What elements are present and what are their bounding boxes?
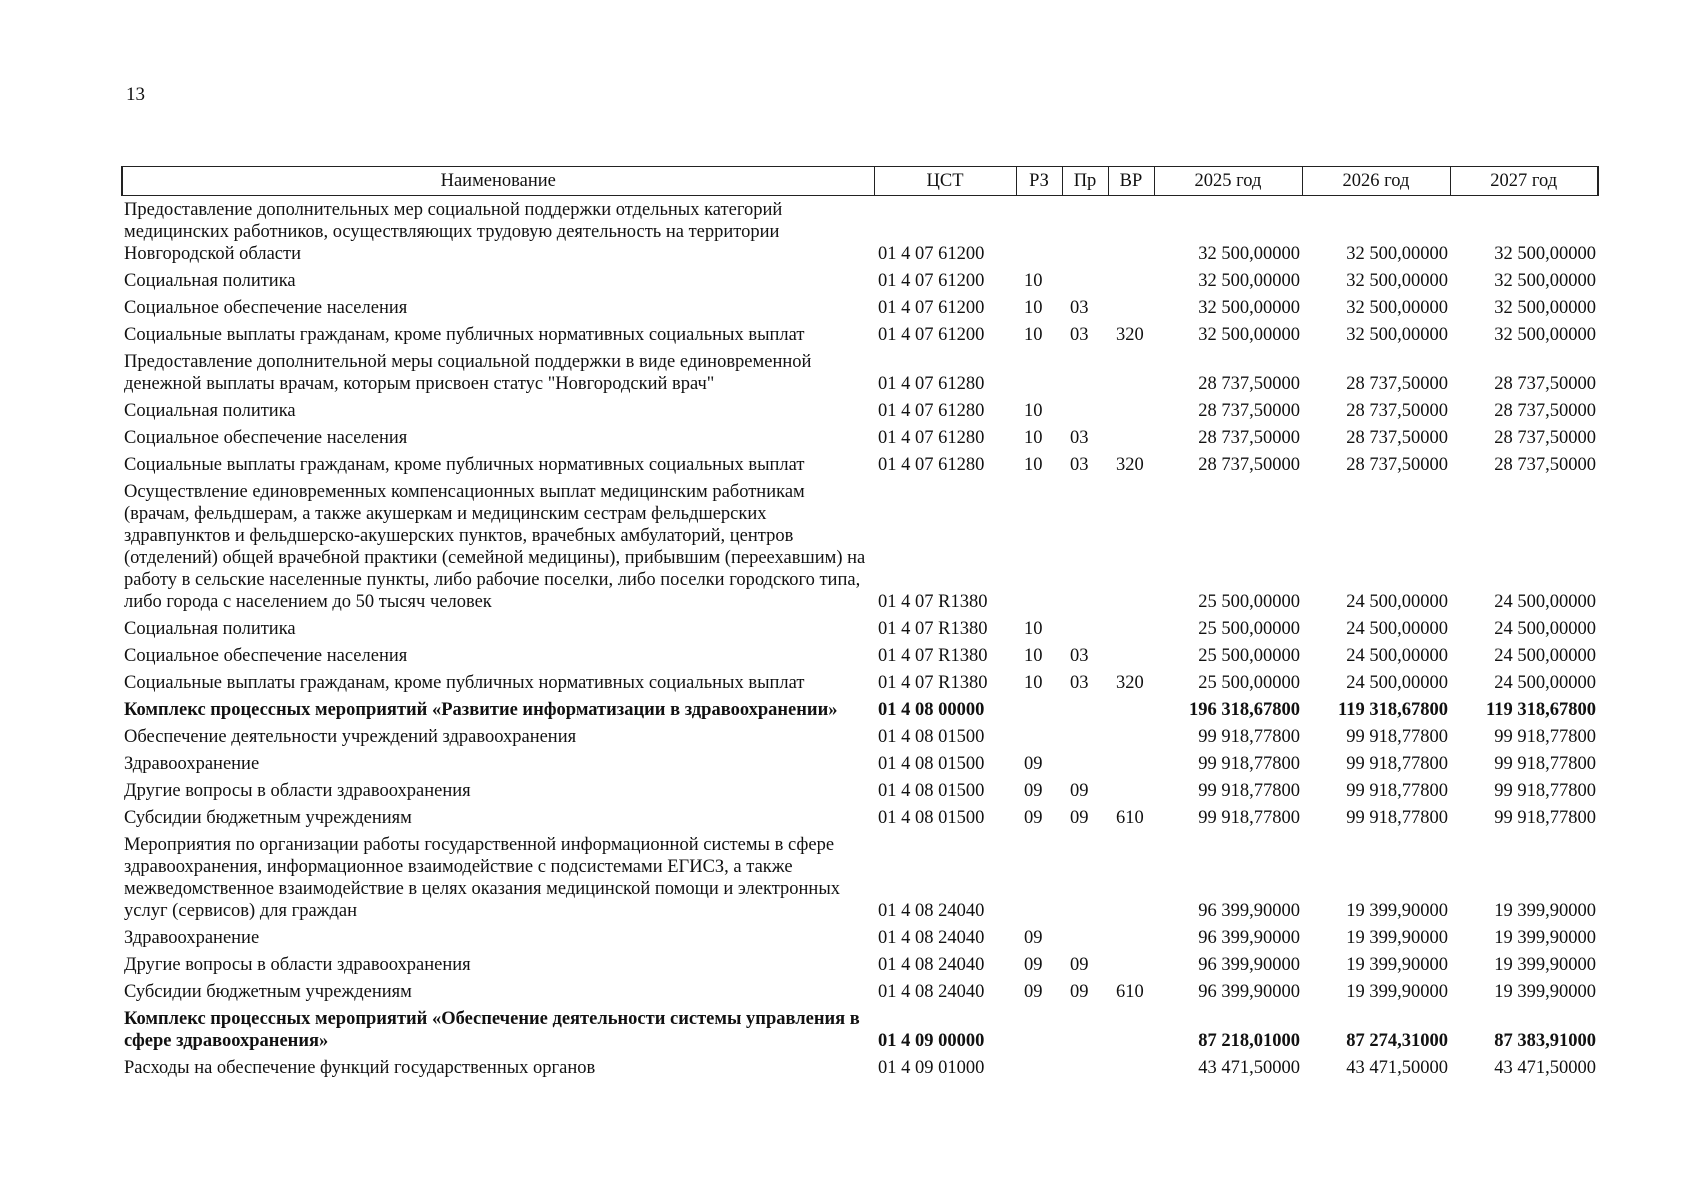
cell-2026: 28 737,50000 xyxy=(1346,428,1448,448)
cell-2025: 96 399,90000 xyxy=(1198,901,1300,921)
cell-2026: 24 500,00000 xyxy=(1346,673,1448,693)
cell-vr: 320 xyxy=(1116,673,1144,693)
cell-2026: 28 737,50000 xyxy=(1346,401,1448,421)
cell-pr xyxy=(1062,267,1108,294)
table-row xyxy=(122,1005,1598,1054)
cell-2026: 32 500,00000 xyxy=(1346,298,1448,318)
table-row xyxy=(122,831,1598,924)
budget-table xyxy=(121,166,1599,1081)
table-row xyxy=(122,321,1598,348)
cell-name: Социальная политика xyxy=(124,271,296,291)
cell-name: Социальное обеспечение населения xyxy=(124,428,408,448)
cell-name: Социальное обеспечение населения xyxy=(124,298,408,318)
table-row xyxy=(122,777,1598,804)
cell-2027: 24 500,00000 xyxy=(1494,619,1596,639)
cell-vr xyxy=(1108,424,1154,451)
page-number: 13 xyxy=(126,84,145,105)
cell-2025: 196 318,67800 xyxy=(1189,700,1300,720)
cell-rz: 09 xyxy=(1024,982,1043,1002)
cell-vr: 320 xyxy=(1116,325,1144,345)
cell-rz: 09 xyxy=(1024,754,1043,774)
header-name: Наименование xyxy=(122,167,874,196)
cell-pr xyxy=(1062,615,1108,642)
cell-2027: 119 318,67800 xyxy=(1486,700,1596,720)
cell-vr xyxy=(1108,951,1154,978)
cell-cst: 01 4 08 24040 xyxy=(878,955,985,975)
cell-2025: 87 218,01000 xyxy=(1198,1031,1300,1051)
cell-cst: 01 4 07 61280 xyxy=(878,374,985,394)
cell-vr xyxy=(1108,1005,1154,1054)
cell-cst: 01 4 07 61280 xyxy=(878,401,985,421)
cell-pr: 03 xyxy=(1070,455,1089,475)
cell-2027: 99 918,77800 xyxy=(1494,727,1596,747)
cell-2026: 32 500,00000 xyxy=(1346,325,1448,345)
cell-cst: 01 4 07 R1380 xyxy=(878,592,988,612)
cell-vr xyxy=(1108,777,1154,804)
table-row xyxy=(122,294,1598,321)
cell-2026: 24 500,00000 xyxy=(1346,592,1448,612)
table-body xyxy=(122,196,1598,1082)
cell-cst: 01 4 07 61280 xyxy=(878,455,985,475)
cell-2025: 25 500,00000 xyxy=(1198,592,1300,612)
cell-2025: 43 471,50000 xyxy=(1198,1058,1300,1078)
cell-rz xyxy=(1016,196,1062,268)
cell-vr xyxy=(1108,397,1154,424)
cell-vr xyxy=(1108,723,1154,750)
table-row xyxy=(122,804,1598,831)
cell-2026: 99 918,77800 xyxy=(1346,727,1448,747)
cell-2027: 28 737,50000 xyxy=(1494,455,1596,475)
cell-2025: 28 737,50000 xyxy=(1198,401,1300,421)
cell-vr: 610 xyxy=(1116,808,1144,828)
cell-cst: 01 4 07 61200 xyxy=(878,271,985,291)
cell-pr: 09 xyxy=(1070,808,1089,828)
table-row xyxy=(122,951,1598,978)
cell-2027: 99 918,77800 xyxy=(1494,781,1596,801)
cell-2025: 28 737,50000 xyxy=(1198,374,1300,394)
cell-cst: 01 4 07 61280 xyxy=(878,428,985,448)
cell-rz xyxy=(1016,348,1062,397)
cell-2025: 32 500,00000 xyxy=(1198,271,1300,291)
cell-rz xyxy=(1016,831,1062,924)
table-row xyxy=(122,424,1598,451)
cell-2027: 24 500,00000 xyxy=(1494,592,1596,612)
cell-vr xyxy=(1108,1054,1154,1081)
cell-2027: 24 500,00000 xyxy=(1494,673,1596,693)
cell-2026: 28 737,50000 xyxy=(1346,455,1448,475)
cell-2025: 99 918,77800 xyxy=(1198,754,1300,774)
cell-pr xyxy=(1062,1054,1108,1081)
cell-name: Субсидии бюджетным учреждениям xyxy=(124,982,412,1002)
cell-rz: 10 xyxy=(1024,401,1043,421)
cell-2026: 119 318,67800 xyxy=(1338,700,1448,720)
cell-2025: 32 500,00000 xyxy=(1198,298,1300,318)
cell-2026: 43 471,50000 xyxy=(1346,1058,1448,1078)
cell-name: Здравоохранение xyxy=(124,754,260,774)
table-header xyxy=(122,167,1598,196)
cell-cst: 01 4 08 01500 xyxy=(878,781,985,801)
table-row xyxy=(122,615,1598,642)
cell-cst: 01 4 08 24040 xyxy=(878,901,985,921)
table-row xyxy=(122,1054,1598,1081)
cell-name: Социальные выплаты гражданам, кроме публичных нормативных социальных выплат xyxy=(124,673,805,693)
cell-cst: 01 4 07 R1380 xyxy=(878,646,988,666)
cell-2027: 28 737,50000 xyxy=(1494,374,1596,394)
cell-rz xyxy=(1016,723,1062,750)
cell-2027: 19 399,90000 xyxy=(1494,928,1596,948)
cell-vr xyxy=(1108,615,1154,642)
cell-2026: 32 500,00000 xyxy=(1346,244,1448,264)
cell-pr: 09 xyxy=(1070,982,1089,1002)
cell-rz: 10 xyxy=(1024,298,1043,318)
cell-cst: 01 4 07 R1380 xyxy=(878,619,988,639)
cell-vr: 610 xyxy=(1116,982,1144,1002)
cell-2027: 19 399,90000 xyxy=(1494,955,1596,975)
cell-2025: 32 500,00000 xyxy=(1198,244,1300,264)
cell-2027: 28 737,50000 xyxy=(1494,428,1596,448)
cell-vr xyxy=(1108,294,1154,321)
cell-vr xyxy=(1108,348,1154,397)
cell-pr: 03 xyxy=(1070,298,1089,318)
header-vr: ВР xyxy=(1108,167,1154,196)
table-row xyxy=(122,750,1598,777)
cell-pr xyxy=(1062,696,1108,723)
cell-2027: 99 918,77800 xyxy=(1494,754,1596,774)
cell-pr: 03 xyxy=(1070,428,1089,448)
cell-rz: 10 xyxy=(1024,428,1043,448)
cell-name: Расходы на обеспечение функций государственных органов xyxy=(124,1058,596,1078)
cell-vr xyxy=(1108,267,1154,294)
cell-name: Обеспечение деятельности учреждений здравоохранения xyxy=(124,727,577,747)
cell-2025: 25 500,00000 xyxy=(1198,646,1300,666)
cell-rz xyxy=(1016,478,1062,615)
cell-name: Субсидии бюджетным учреждениям xyxy=(124,808,412,828)
cell-name: Комплекс процессных мероприятий «Обеспечение деятельности системы управления в сфере здравоохранения» xyxy=(124,1009,860,1051)
cell-cst: 01 4 08 01500 xyxy=(878,727,985,747)
table-row xyxy=(122,267,1598,294)
header-2025: 2025 год xyxy=(1154,167,1302,196)
cell-vr xyxy=(1108,924,1154,951)
cell-2025: 25 500,00000 xyxy=(1198,619,1300,639)
table-row xyxy=(122,696,1598,723)
cell-2026: 99 918,77800 xyxy=(1346,781,1448,801)
header-cst: ЦСТ xyxy=(874,167,1016,196)
cell-vr: 320 xyxy=(1116,455,1144,475)
cell-vr xyxy=(1108,750,1154,777)
table-row xyxy=(122,642,1598,669)
table-row xyxy=(122,196,1598,268)
cell-2025: 32 500,00000 xyxy=(1198,325,1300,345)
cell-pr: 03 xyxy=(1070,325,1089,345)
header-rz: РЗ xyxy=(1016,167,1062,196)
cell-vr xyxy=(1108,478,1154,615)
header-pr: Пр xyxy=(1062,167,1108,196)
cell-rz: 10 xyxy=(1024,646,1043,666)
cell-2025: 99 918,77800 xyxy=(1198,727,1300,747)
cell-2025: 96 399,90000 xyxy=(1198,982,1300,1002)
cell-pr: 09 xyxy=(1070,781,1089,801)
cell-2027: 99 918,77800 xyxy=(1494,808,1596,828)
cell-cst: 01 4 07 61200 xyxy=(878,325,985,345)
table-row xyxy=(122,723,1598,750)
cell-vr xyxy=(1108,696,1154,723)
cell-rz: 09 xyxy=(1024,808,1043,828)
cell-name: Предоставление дополнительной меры социальной поддержки в виде единовременной денежной выплаты врачам, которым присвоен статус "Новгородский врач" xyxy=(124,352,812,394)
cell-name: Социальная политика xyxy=(124,619,296,639)
cell-2026: 87 274,31000 xyxy=(1346,1031,1448,1051)
cell-rz: 10 xyxy=(1024,271,1043,291)
cell-pr xyxy=(1062,723,1108,750)
cell-rz: 10 xyxy=(1024,673,1043,693)
cell-2027: 24 500,00000 xyxy=(1494,646,1596,666)
cell-rz: 09 xyxy=(1024,955,1043,975)
cell-2027: 32 500,00000 xyxy=(1494,325,1596,345)
header-row xyxy=(122,167,1598,196)
cell-2026: 28 737,50000 xyxy=(1346,374,1448,394)
cell-pr: 09 xyxy=(1070,955,1089,975)
cell-2027: 19 399,90000 xyxy=(1494,901,1596,921)
cell-rz xyxy=(1016,696,1062,723)
cell-2026: 19 399,90000 xyxy=(1346,901,1448,921)
cell-2025: 96 399,90000 xyxy=(1198,955,1300,975)
cell-cst: 01 4 08 24040 xyxy=(878,982,985,1002)
cell-2027: 43 471,50000 xyxy=(1494,1058,1596,1078)
table-row xyxy=(122,397,1598,424)
cell-name: Осуществление единовременных компенсационных выплат медицинским работникам (врачам, фельдшерам, а также акушеркам и медицинским сестрам фельдшерских здравпунктов и фельдшерско-акушерских пунктов, врачебных амбулаторий, центров (отделений) общей врачебной практики (семейной медицины), прибывшим (переехавшим) на работу в сельские населенные пункты, либо рабочие поселки, либо поселки городского типа, либо города с населением до 50 тысяч человек xyxy=(124,482,866,612)
cell-2027: 32 500,00000 xyxy=(1494,271,1596,291)
cell-name: Социальная политика xyxy=(124,401,296,421)
cell-2026: 99 918,77800 xyxy=(1346,808,1448,828)
cell-name: Социальное обеспечение населения xyxy=(124,646,408,666)
cell-name: Комплекс процессных мероприятий «Развитие информатизации в здравоохранении» xyxy=(124,700,838,720)
cell-pr xyxy=(1062,478,1108,615)
cell-pr xyxy=(1062,348,1108,397)
cell-pr xyxy=(1062,196,1108,268)
cell-name: Другие вопросы в области здравоохранения xyxy=(124,955,471,975)
cell-2025: 28 737,50000 xyxy=(1198,455,1300,475)
cell-vr xyxy=(1108,831,1154,924)
cell-rz: 10 xyxy=(1024,619,1043,639)
cell-pr xyxy=(1062,397,1108,424)
cell-pr xyxy=(1062,831,1108,924)
cell-cst: 01 4 09 00000 xyxy=(878,1031,985,1051)
table-row xyxy=(122,924,1598,951)
cell-rz: 10 xyxy=(1024,325,1043,345)
cell-rz: 09 xyxy=(1024,781,1043,801)
cell-2026: 19 399,90000 xyxy=(1346,982,1448,1002)
table-row xyxy=(122,451,1598,478)
cell-name: Здравоохранение xyxy=(124,928,260,948)
cell-2025: 28 737,50000 xyxy=(1198,428,1300,448)
cell-2026: 19 399,90000 xyxy=(1346,928,1448,948)
cell-cst: 01 4 09 01000 xyxy=(878,1058,985,1078)
cell-name: Другие вопросы в области здравоохранения xyxy=(124,781,471,801)
cell-2026: 32 500,00000 xyxy=(1346,271,1448,291)
cell-2026: 99 918,77800 xyxy=(1346,754,1448,774)
table-row xyxy=(122,978,1598,1005)
table-row xyxy=(122,478,1598,615)
cell-cst: 01 4 07 61200 xyxy=(878,298,985,318)
cell-name: Предоставление дополнительных мер социальной поддержки отдельных категорий медицинских работников, осуществляющих трудовую деятельность на территории Новгородской области xyxy=(124,200,783,264)
cell-2027: 28 737,50000 xyxy=(1494,401,1596,421)
cell-2026: 19 399,90000 xyxy=(1346,955,1448,975)
cell-name: Социальные выплаты гражданам, кроме публичных нормативных социальных выплат xyxy=(124,455,805,475)
cell-2025: 99 918,77800 xyxy=(1198,808,1300,828)
cell-rz: 09 xyxy=(1024,928,1043,948)
cell-2027: 19 399,90000 xyxy=(1494,982,1596,1002)
cell-cst: 01 4 08 00000 xyxy=(878,700,985,720)
table-row xyxy=(122,348,1598,397)
cell-cst: 01 4 08 01500 xyxy=(878,754,985,774)
cell-pr: 03 xyxy=(1070,646,1089,666)
budget-table-container xyxy=(121,166,1596,1081)
cell-rz: 10 xyxy=(1024,455,1043,475)
cell-cst: 01 4 08 01500 xyxy=(878,808,985,828)
cell-name: Мероприятия по организации работы государственной информационной системы в сфере здравоохранения, информационное взаимодействие с подсистемами ЕГИСЗ, а также межведомственное взаимодействие в целях оказания медицинской помощи и электронных услуг (сервисов) для граждан xyxy=(124,835,840,921)
cell-name: Социальные выплаты гражданам, кроме публичных нормативных социальных выплат xyxy=(124,325,805,345)
cell-2027: 87 383,91000 xyxy=(1494,1031,1596,1051)
cell-vr xyxy=(1108,642,1154,669)
header-2027: 2027 год xyxy=(1450,167,1598,196)
cell-2027: 32 500,00000 xyxy=(1494,244,1596,264)
cell-rz xyxy=(1016,1005,1062,1054)
cell-pr xyxy=(1062,750,1108,777)
cell-pr xyxy=(1062,924,1108,951)
header-2026: 2026 год xyxy=(1302,167,1450,196)
cell-2026: 24 500,00000 xyxy=(1346,646,1448,666)
cell-vr xyxy=(1108,196,1154,268)
cell-cst: 01 4 07 R1380 xyxy=(878,673,988,693)
cell-cst: 01 4 07 61200 xyxy=(878,244,985,264)
cell-2025: 96 399,90000 xyxy=(1198,928,1300,948)
cell-2026: 24 500,00000 xyxy=(1346,619,1448,639)
cell-rz xyxy=(1016,1054,1062,1081)
table-row xyxy=(122,669,1598,696)
cell-cst: 01 4 08 24040 xyxy=(878,928,985,948)
cell-pr xyxy=(1062,1005,1108,1054)
cell-pr: 03 xyxy=(1070,673,1089,693)
cell-2025: 25 500,00000 xyxy=(1198,673,1300,693)
cell-2025: 99 918,77800 xyxy=(1198,781,1300,801)
cell-2027: 32 500,00000 xyxy=(1494,298,1596,318)
